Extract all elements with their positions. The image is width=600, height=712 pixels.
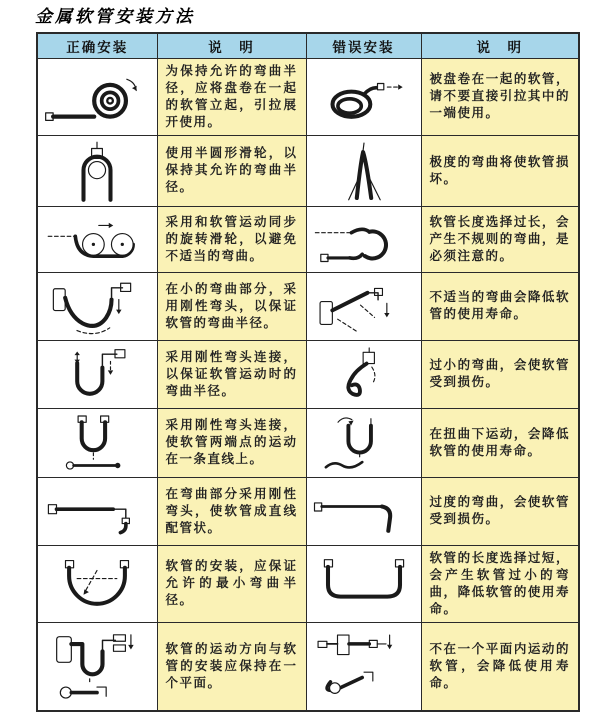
wrong-image-cell bbox=[306, 58, 421, 135]
wrong-description: 不在一个平面内运动的软管，会降低使用寿命。 bbox=[421, 622, 579, 711]
rigid-elbow-at-small-bend-illustration bbox=[42, 276, 152, 336]
wrong-description: 在扭曲下运动，会降低软管的使用寿命。 bbox=[421, 408, 579, 477]
too-short-hose-shallow-u-illustration bbox=[310, 556, 418, 612]
wrong-description: 被盘卷在一起的软管，请不要直接引拉其中的一端使用。 bbox=[421, 58, 579, 135]
minimum-bend-radius-wide-u-illustration bbox=[43, 556, 151, 612]
u-shape-twisted-motion-illustration bbox=[312, 413, 416, 473]
too-small-bend-s-hook-illustration bbox=[312, 345, 416, 403]
header-description-left: 说 明 bbox=[157, 33, 306, 58]
improper-bend-illustration bbox=[311, 277, 417, 335]
excessive-bend-illustration bbox=[310, 484, 418, 538]
correct-image-cell bbox=[37, 135, 157, 206]
table-row bbox=[37, 477, 579, 545]
correct-description: 使用半圆形滑轮，以保持其允许的弯曲半径。 bbox=[157, 135, 306, 206]
correct-image-cell bbox=[37, 272, 157, 340]
straight-piping-with-rigid-elbow-illustration bbox=[41, 484, 153, 538]
wrong-image-cell bbox=[306, 340, 421, 408]
table-row bbox=[37, 340, 579, 408]
wrong-image-cell bbox=[306, 135, 421, 206]
coiled-hose-pulled-directly-illustration bbox=[310, 68, 418, 126]
correct-image-cell bbox=[37, 58, 157, 135]
synchronized-rotating-pulleys-illustration bbox=[41, 211, 153, 267]
coiled-hose-stood-upright-pull-out-illustration bbox=[41, 67, 153, 127]
wrong-description: 软管长度选择过长，会产生不规则的弯曲，是必须注意的。 bbox=[421, 206, 579, 272]
table-row bbox=[37, 58, 579, 135]
overlong-hose-irregular-bend-illustration bbox=[310, 211, 418, 267]
wrong-description: 过度的弯曲，会使软管受到损伤。 bbox=[421, 477, 579, 545]
correct-description: 为保持允许的弯曲半径，应将盘卷在一起的软管立起，引拉展开使用。 bbox=[157, 58, 306, 135]
correct-description: 在弯曲部分采用刚性弯头，使软管成直线配管状。 bbox=[157, 477, 306, 545]
movement-not-in-one-plane-illustration bbox=[311, 626, 417, 706]
page-title: 金属软管安装方法 bbox=[35, 7, 195, 26]
correct-description: 软管的安装，应保证允许的最小弯曲半径。 bbox=[157, 545, 306, 622]
movement-in-one-plane-illustration bbox=[42, 625, 152, 707]
wrong-image-cell bbox=[306, 477, 421, 545]
correct-image-cell bbox=[37, 340, 157, 408]
table-row bbox=[37, 206, 579, 272]
header-correct-install: 正确安装 bbox=[37, 33, 157, 58]
wrong-description: 不适当的弯曲会降低软管的使用寿命。 bbox=[421, 272, 579, 340]
wrong-description: 软管的长度选择过短，会产生软管过小的弯曲，降低软管的使用寿命。 bbox=[421, 545, 579, 622]
hose-over-semicircular-pulley-illustration bbox=[43, 140, 151, 202]
correct-image-cell bbox=[37, 477, 157, 545]
rigid-elbow-connection-u-shape-illustration bbox=[43, 345, 151, 403]
wrong-image-cell bbox=[306, 272, 421, 340]
u-shape-endpoints-straight-line-illustration bbox=[43, 412, 151, 474]
wrong-description: 过小的弯曲，会使软管受到损伤。 bbox=[421, 340, 579, 408]
correct-description: 采用和软管运动同步的旋转滑轮，以避免不适当的弯曲。 bbox=[157, 206, 306, 272]
table-row bbox=[37, 408, 579, 477]
header-row bbox=[37, 33, 579, 58]
wrong-description: 极度的弯曲将使软管损坏。 bbox=[421, 135, 579, 206]
correct-description: 软管的运动方向与软管的安装应保持在一个平面。 bbox=[157, 622, 306, 711]
wrong-image-cell bbox=[306, 206, 421, 272]
correct-image-cell bbox=[37, 408, 157, 477]
wrong-image-cell bbox=[306, 545, 421, 622]
table-row bbox=[37, 135, 579, 206]
correct-description: 采用刚性弯头连接，以保证软管运动时的弯曲半径。 bbox=[157, 340, 306, 408]
header-description-right: 说 明 bbox=[421, 33, 579, 58]
correct-description: 采用刚性弯头连接，使软管两端点的运动在一条直线上。 bbox=[157, 408, 306, 477]
table-row bbox=[37, 545, 579, 622]
wrong-image-cell bbox=[306, 408, 421, 477]
installation-table bbox=[36, 32, 580, 712]
correct-description: 在小的弯曲部分，采用刚性弯头，以保证软管的弯曲半径。 bbox=[157, 272, 306, 340]
header-wrong-install: 错误安装 bbox=[306, 33, 421, 58]
correct-image-cell bbox=[37, 206, 157, 272]
hose-extremely-bent-illustration bbox=[310, 140, 418, 202]
table-row bbox=[37, 272, 579, 340]
correct-image-cell bbox=[37, 545, 157, 622]
